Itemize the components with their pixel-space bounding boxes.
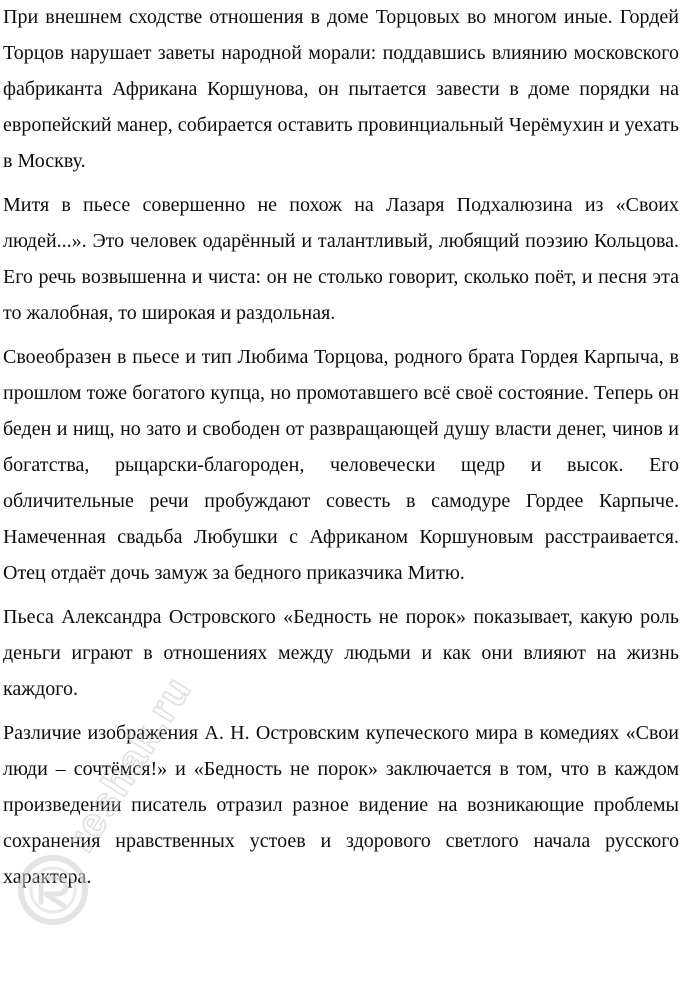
paragraph-2: Митя в пьесе совершенно не похож на Лазаря Подхалюзина из «Своих людей...». Это человек одарённый и талантливый, любящий поэзию Кольцова. Его речь возвышенна и чиста: он не столько говорит, сколько поёт, и песня эта то жалобная, то широкая и раздольная. [3,194,679,324]
paragraph-4: Пьеса Александра Островского «Бедность не порок» показывает, какую роль деньги играют в отношениях между людьми и как они влияют на жизнь каждого. [3,606,679,700]
paragraph-5: Различие изображения А. Н. Островским купеческого мира в комедиях «Свои люди – сочтёмся!» и «Бедность не порок» заключается в том, что в каждом произведении писатель отразил разное видение на возникающие проблемы сохранения нравственных устоев и здорового светлого начала русского характера. [3,722,679,888]
paragraph-3: Своеобразен в пьесе и тип Любима Торцова, родного брата Гордея Карпыча, в прошлом тоже богатого купца, но промотавшего всё своё состояние. Теперь он беден и нищ, но зато и свободен от развращающей душу власти денег, чинов и богатства, рыцарски-благороден, человечески щедр и высок. Его обличительные речи пробуждают совесть в самодуре Гордее Карпыче. Намеченная свадьба Любушки с Африканом Коршуновым расстраивается. Отец отдаёт дочь замуж за бедного приказчика Митю. [3,346,679,584]
paragraph-1: При внешнем сходстве отношения в доме Торцовых во многом иные. Гордей Торцов нарушает заветы народной морали: поддавшись влиянию московского фабриканта Африкана Коршунова, он пытается завести в доме порядки на европейский манер, собирается оставить провинциальный Черёмухин и уехать в Москву. [3,6,679,172]
watermark-text: reshak.ru [58,668,201,860]
document-page [3,0,679,895]
